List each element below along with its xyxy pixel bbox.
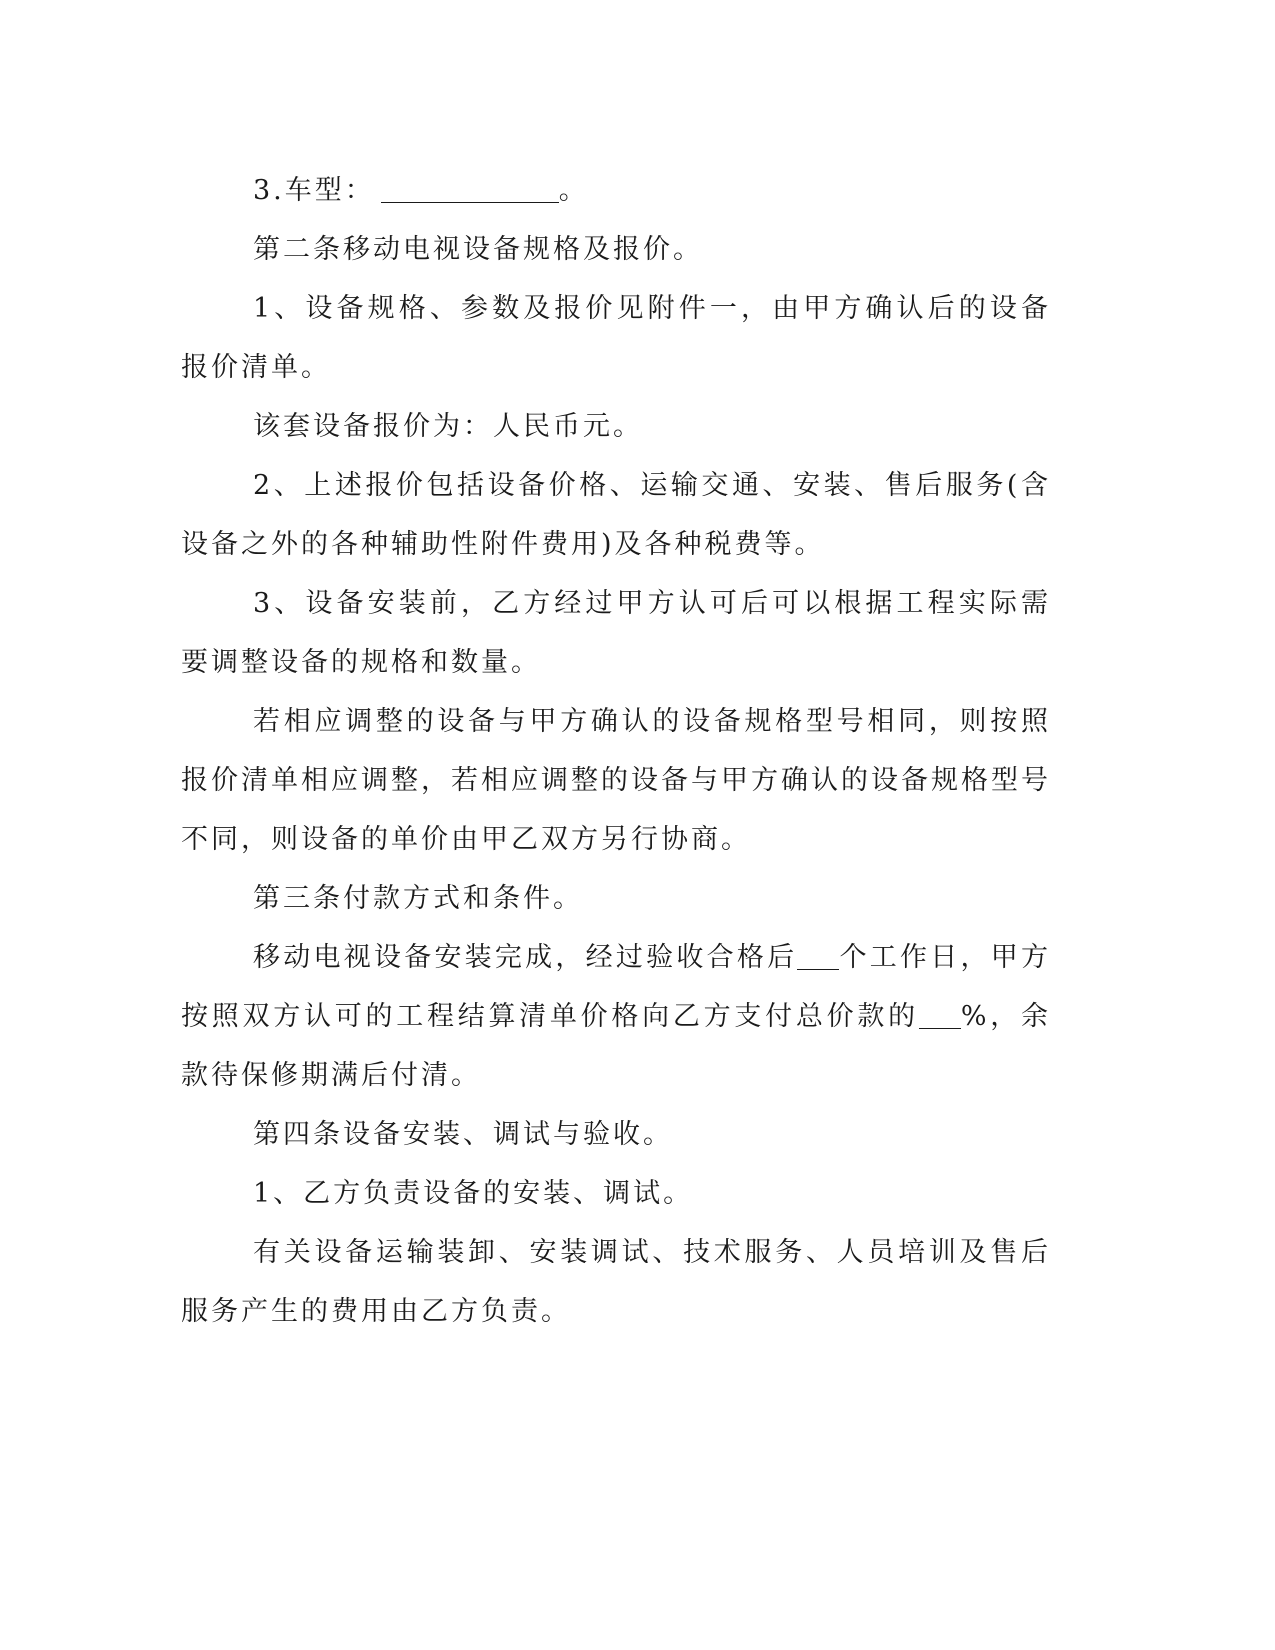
payment-paragraph <box>181 928 1051 1105</box>
clause-2-2-text: 2、上述报价包括设备价格、运输交通、安装、售后服务(含设备之外的各种辅助性附件费用)及各种税费等。 <box>181 470 1051 560</box>
payment-text-3: %，余款待保修期满后付清。 <box>181 1001 1052 1091</box>
vehicle-type-blank <box>381 175 559 203</box>
clause-2-1-text: 1、设备规格、参数及报价见附件一，由甲方确认后的设备报价清单。 <box>181 293 1051 383</box>
document-body <box>181 161 1051 1341</box>
clause-4-1-text: 1、乙方负责设备的安装、调试。 <box>253 1178 694 1209</box>
article-4-heading <box>181 1105 1051 1164</box>
article-4-heading-text: 第四条设备安装、调试与验收。 <box>253 1119 673 1150</box>
vehicle-type-label: 3.车型： <box>253 175 375 206</box>
article-3-heading <box>181 869 1051 928</box>
clause-2-3 <box>181 574 1051 692</box>
article-2-heading-text: 第二条移动电视设备规格及报价。 <box>253 234 703 265</box>
vehicle-type-end: 。 <box>558 175 589 206</box>
payment-text-1: 移动电视设备安装完成，经过验收合格后 <box>253 942 798 973</box>
workdays-blank <box>797 942 839 970</box>
payment-text-2: 个工作日，甲方按照双方认可的工程结算清单价格向乙方支付总价款的 <box>181 942 1052 1032</box>
article-3-heading-text: 第三条付款方式和条件。 <box>253 883 583 914</box>
article-2-heading <box>181 220 1051 279</box>
clause-2-1 <box>181 279 1051 397</box>
clause-4-1 <box>181 1164 1051 1223</box>
adjustment-paragraph <box>181 692 1051 869</box>
costs-text: 有关设备运输装卸、安装调试、技术服务、人员培训及售后服务产生的费用由乙方负责。 <box>181 1237 1051 1327</box>
clause-2-3-text: 3、设备安装前，乙方经过甲方认可后可以根据工程实际需要调整设备的规格和数量。 <box>181 588 1051 678</box>
clause-2-2 <box>181 456 1051 574</box>
costs-paragraph <box>181 1223 1051 1341</box>
paragraph-vehicle-type <box>181 161 1051 220</box>
adjustment-text: 若相应调整的设备与甲方确认的设备规格型号相同，则按照报价清单相应调整，若相应调整的设备与甲方确认的设备规格型号不同，则设备的单价由甲乙双方另行协商。 <box>181 706 1051 855</box>
quote-amount <box>181 397 1051 456</box>
percent-blank <box>919 1001 961 1029</box>
quote-amount-text: 该套设备报价为：人民币元。 <box>253 411 643 442</box>
